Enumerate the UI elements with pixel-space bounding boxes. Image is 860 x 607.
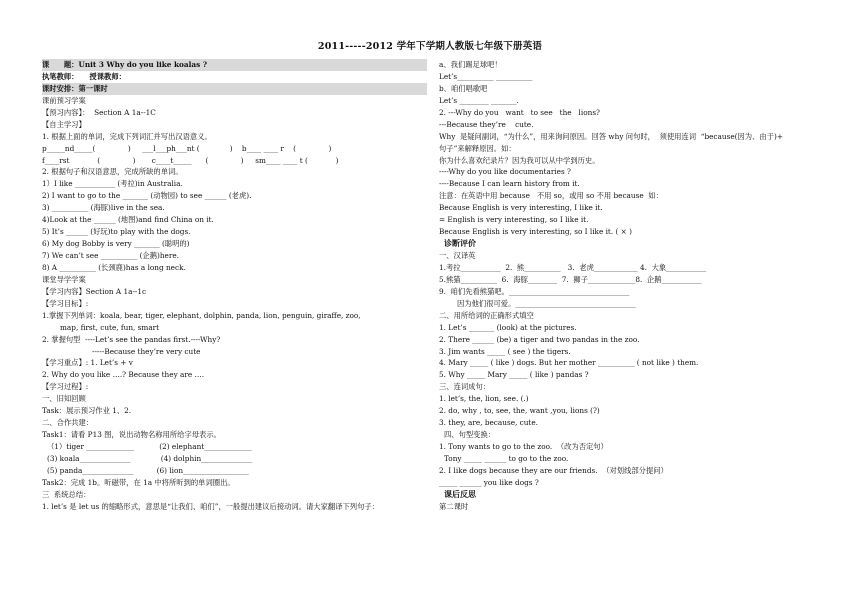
text-line: _____ ______ you like dogs ? (439, 477, 539, 487)
text-line: map, first, cute, fun, smart (60, 322, 160, 332)
text-line: 课堂导学学案 (42, 274, 86, 284)
text-line: 课后反思 (444, 488, 476, 499)
text-line: 二、用所给词的正确形式填空 (439, 310, 534, 320)
text-line: 一、汉译英 (439, 251, 476, 260)
text-line: 因为他们很可爱。_________________________________ (457, 298, 636, 308)
text-line: ----Why do you like documentaries ? (439, 167, 571, 177)
text-line: 四、句型变换： (444, 430, 496, 440)
text-line: 课时安排：第一课时 (42, 83, 427, 95)
text-line: 1.掌握下列单词：koala, bear, tiger, elephant, dolphin, panda, lion, penguin, giraffe, zoo, (42, 310, 361, 320)
text-line: 2. ---Why do you want to see the lions? (439, 107, 600, 117)
text-line: 二、合作共建： (42, 418, 94, 428)
text-line: Because English is very interesting, so I like it. ( × ) (439, 227, 632, 237)
text-line: f____rst ( ) c____t_____ ( ) sm____ ____ t ( ) (42, 155, 339, 165)
text-line: (5) panda______________ (6) lion__________________ (47, 465, 249, 475)
text-line: Task2：完成 1b。听磁带，在 1a 中将所听到的单词圈出。 (42, 477, 235, 487)
text-line: ---Because they’re cute. (439, 119, 534, 129)
text-line: 3. Jim wants _____ ( see ) the tigers. (439, 346, 571, 356)
text-line: 2. Why do you like ….? Because they are …. (42, 370, 205, 380)
text-line: Let’s ________ _______. (439, 95, 519, 105)
text-line: 课前预习学案 (42, 95, 86, 105)
text-line: 1.考拉___________ 2. 熊__________ 3. 老虎____________ 4. 大象___________ (439, 262, 707, 272)
text-line: p_____nd_____( ) ___l___ph___nt ( ) b____ ____ r ( ) (42, 143, 332, 153)
text-line: 【学习过程】: (42, 382, 89, 392)
text-line: 【学习内容】Section A 1a--1c (42, 286, 147, 296)
text-line: 句子”来解释原因。如： (439, 143, 516, 153)
text-line: Why 是疑问副词，“为什么”，用来询问原因。回答 why 问句时， 须使用连词 “because(因为、由于)+ (439, 131, 783, 141)
text-line: 2. do, why , to, see, the, want ,you, lions (?) (439, 406, 600, 416)
text-line: 3) __________ (海豚)live in the sea. (42, 203, 165, 213)
text-line: ----Because I can learn history from it. (439, 179, 580, 189)
text-line: 8) A __________ (长颈鹿)has a long neck. (42, 262, 186, 272)
text-line: 4. Mary _____ ( like ) dogs. But her mother __________ ( not like ) them. (439, 358, 699, 368)
text-line: （1）tiger _____________ (2) elephant_____________ (47, 442, 252, 451)
text-line: 9. 咱们先看熊猫吧。_________________________________ (439, 286, 630, 296)
document-title: 2011-----2012 学年下学期人教版七年级下册英语 (317, 41, 543, 52)
text-line: 2) I want to go to the _______ (动物园) to see ______ (老虎). (42, 191, 252, 201)
text-line: b、咱们唱歌吧 (439, 83, 488, 93)
text-line: 2. There ______ (be) a tiger and two pandas in the zoo. (439, 334, 640, 344)
text-line: 诊断评价 (444, 238, 476, 249)
text-line: (3) koala______________ (4) dolphin______________ (47, 453, 253, 463)
text-line: 执笔教师： 授课教师： (42, 71, 126, 81)
text-line: 1. Let’s _______ (look) at the pictures. (439, 322, 577, 332)
text-line: 【学习目标】: (42, 298, 89, 308)
text-line: 5) It’s ______ (好玩)to play with the dogs. (42, 227, 191, 237)
text-line: 三 系统总结： (42, 489, 91, 499)
text-line: Task1：请看 P13 图，说出动物名称用所给字母表示。 (42, 430, 221, 440)
text-line: 2. 掌握句型 ----Let’s see the pandas first.----Why? (42, 334, 221, 344)
text-line: 3. they, are, because, cute. (439, 418, 539, 428)
text-line: 课 题：Unit 3 Why do you like koalas ? (42, 59, 427, 71)
text-line: Task：展示预习作业 1、2. (42, 406, 132, 416)
text-line: 7) We can’t see __________ (企鹅)here. (42, 251, 179, 260)
text-line: Tony _____ ______ to go to the zoo. (444, 453, 569, 463)
text-line: 一、旧知回顾 (42, 394, 86, 404)
text-line: 【学习重点】: 1. Let’s + v (42, 358, 133, 368)
text-line: 1. let’s, the, lion, see. (.) (439, 394, 529, 404)
text-line: 1. 根据上面的单词，完成下列词汇并写出汉语意义。 (42, 131, 212, 141)
text-line: 第二课时 (439, 501, 469, 511)
text-line: 1）I like ___________ (考拉)in Australia. (42, 179, 183, 189)
text-line: a、我们踢足球吧！ (439, 60, 502, 69)
left-column (42, 59, 427, 513)
text-line: 2. I like dogs because they are our friends. （对划线部分提问） (439, 465, 668, 475)
text-line: 5. Why _____ Mary _____ ( like ) pandas ? (439, 370, 589, 380)
text-line: Because English is very interesting, I like it. (439, 203, 603, 213)
right-column (439, 59, 839, 513)
text-line: 5.熊猫__________ 6. 海豚________ 7. 狮子_____________8. 企鹅___________ (439, 274, 702, 284)
text-line: Let’s__________ __________ (439, 71, 533, 81)
text-line: 【预习内容】： Section A 1a--1C (42, 107, 156, 117)
text-line: 2. 根据句子和汉语意思，完成所缺的单词。 (42, 167, 183, 177)
text-line: 1. Tony wants to go to the zoo. （改为否定句） (439, 442, 608, 451)
text-line: -----Because they’re very cute (92, 346, 201, 356)
text-line: 你为什么喜欢纪录片？因为我可以从中学到历史。 (439, 155, 600, 165)
text-line: 6) My dog Bobby is very _______ (聪明的) (42, 239, 190, 249)
text-line: 1. let’s 是 let us 的缩略形式，意思是“让我们、咱们”，一般提出建议后接动词。请大家翻译下列句子： (42, 501, 379, 511)
text-line: 三、连词成句： (439, 382, 491, 392)
text-line: 【自主学习】 (42, 119, 86, 129)
text-line: = English is very interesting, so I like it. (439, 215, 589, 225)
text-line: 注意：在英语中用 because 不用 so，或用 so 不用 because 如： (439, 191, 663, 201)
text-line: 4)Look at the ______ (地图)and find China on it. (42, 215, 214, 225)
